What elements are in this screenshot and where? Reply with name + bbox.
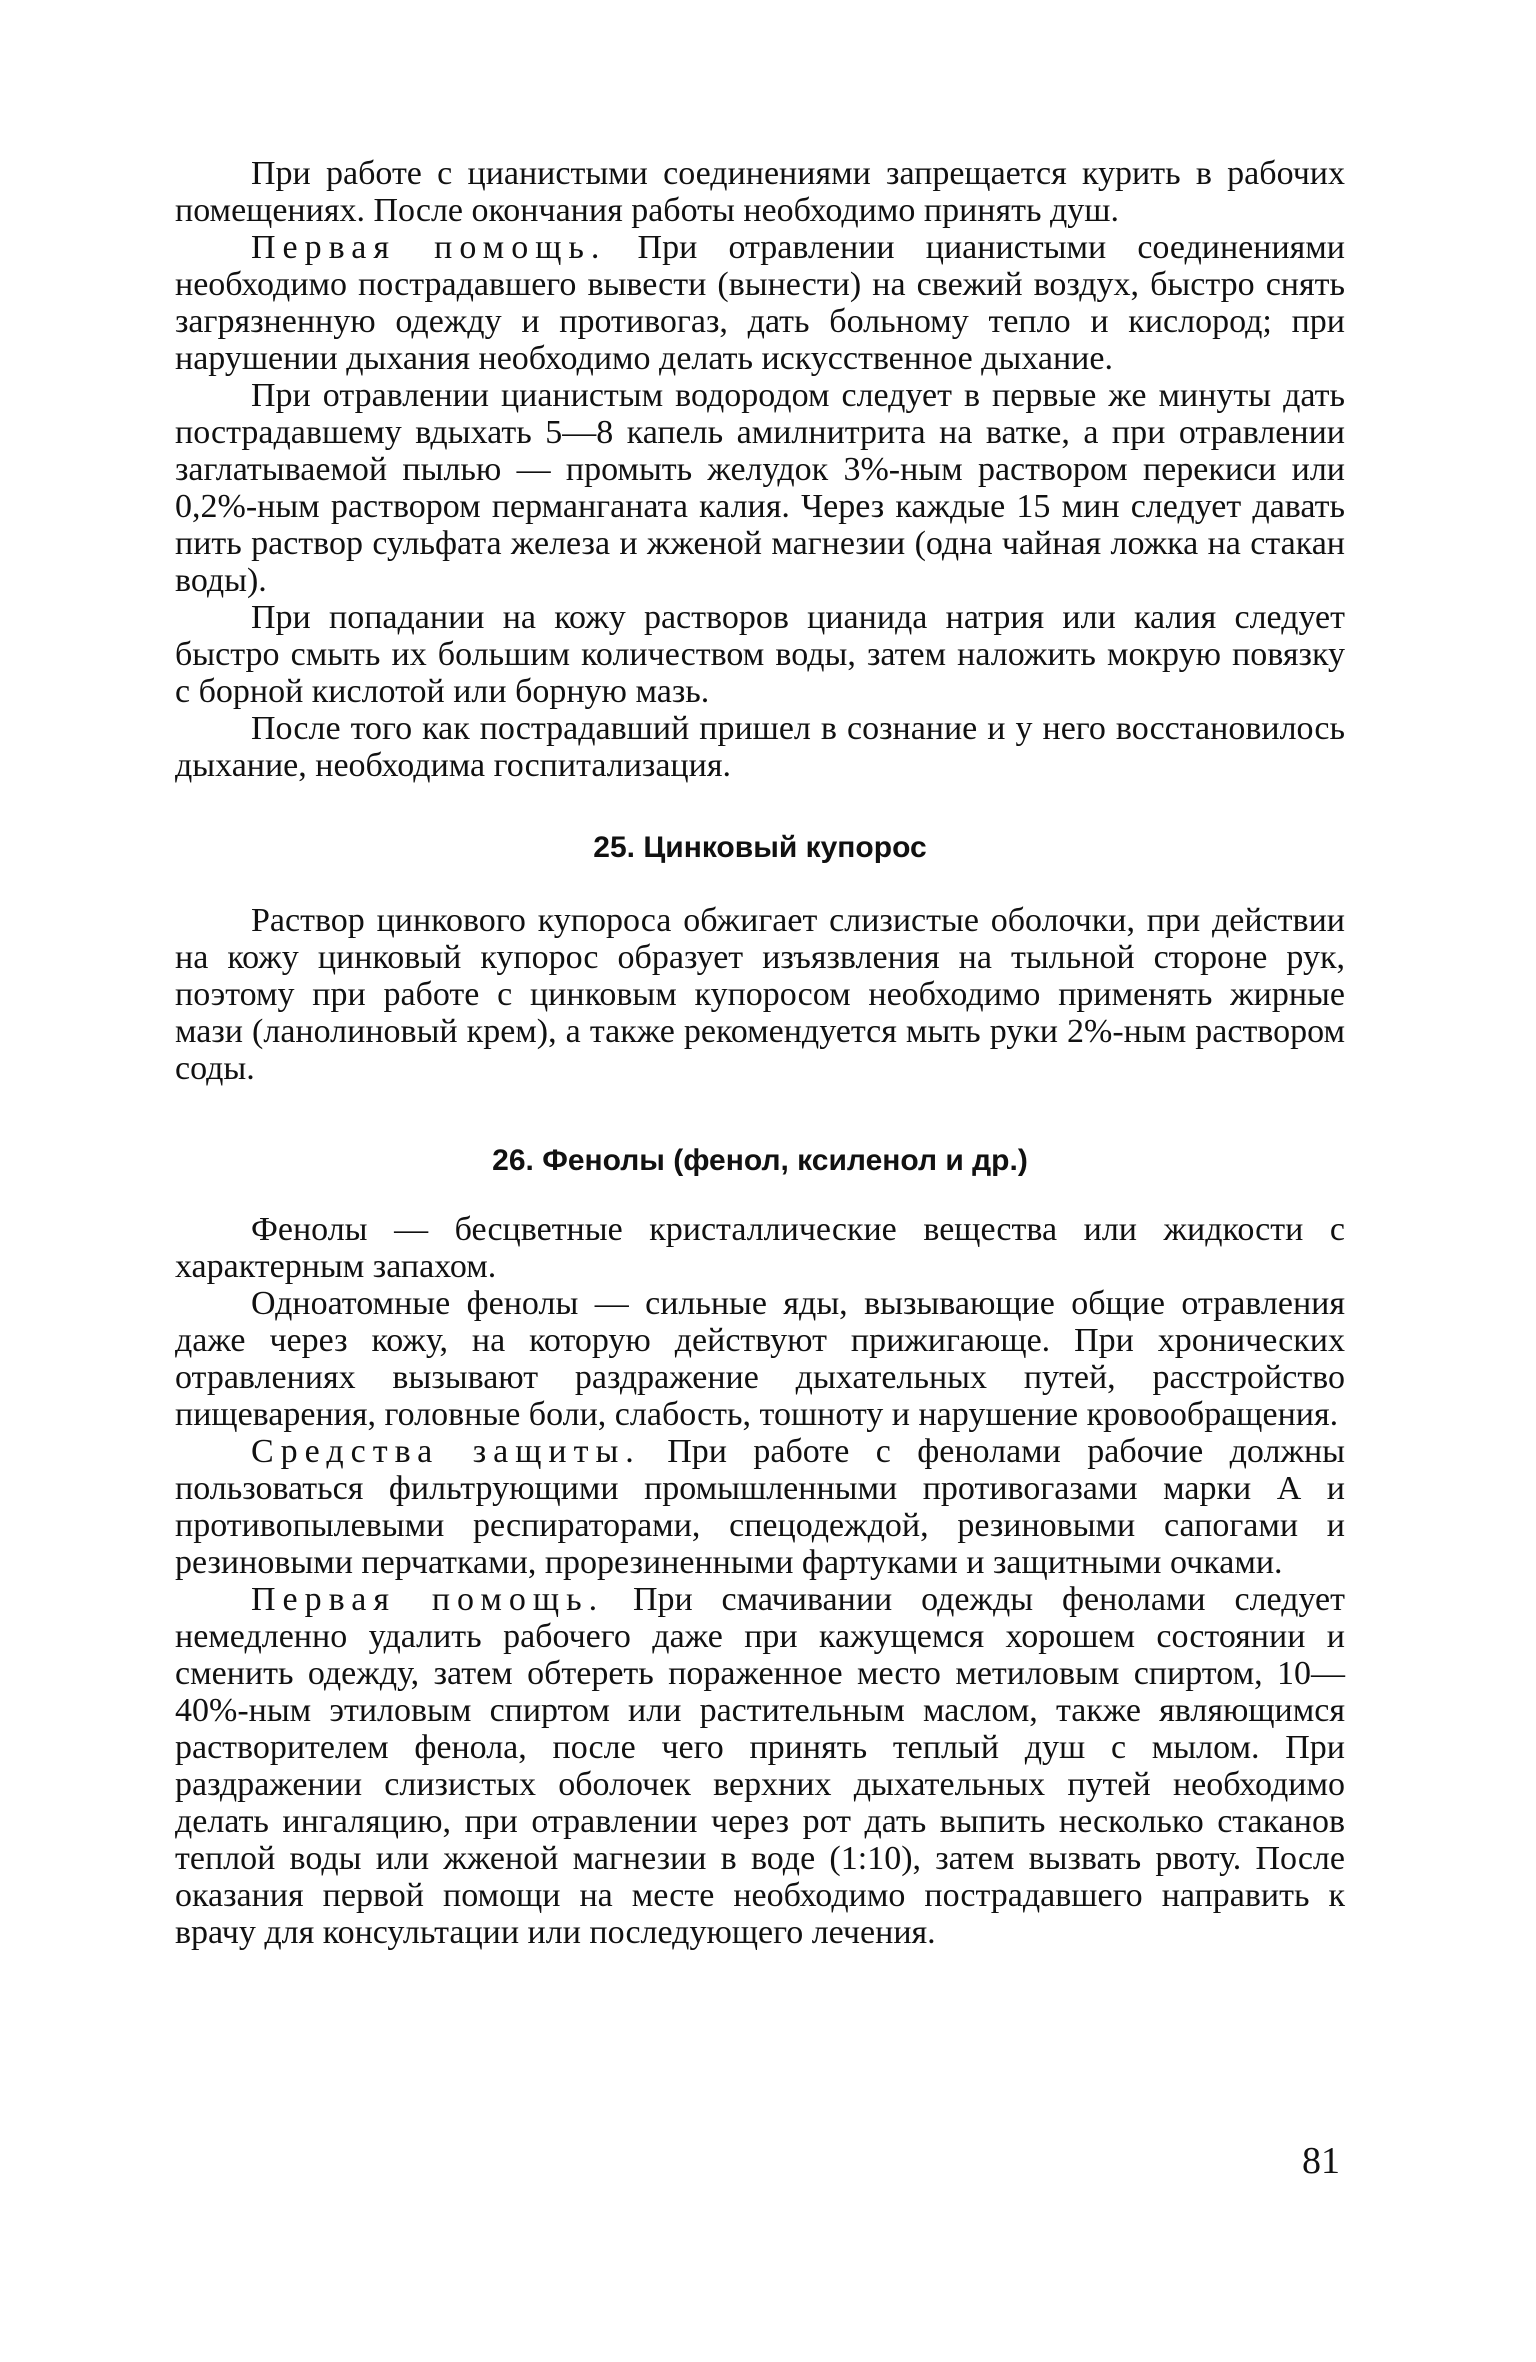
paragraph-smoking-prohibition: При работе с цианистыми соединениями запрещается курить в рабочих помещениях. После окончания работы необходимо принять душ. — [175, 155, 1345, 229]
page-body — [175, 155, 1345, 1951]
paragraph-zinc-sulfate: Раствор цинкового купороса обжигает слизистые оболочки, при действии на кожу цинковый купорос образует изъязвления на тыльной стороне рук, поэтому при работе с цинковым купоросом необходимо применять жирные мази (ланолиновый крем), а также рекомендуется мыть руки 2%-ным раствором соды. — [175, 902, 1345, 1087]
paragraph-phenols-description: Фенолы — бесцветные кристаллические вещества или жидкости с характерным запахом. — [175, 1211, 1345, 1285]
paragraph-hospitalization: После того как пострадавший пришел в сознание и у него восстановилось дыхание, необходима госпитализация. — [175, 710, 1345, 784]
paragraph-hydrogen-cyanide: При отравлении цианистым водородом следует в первые же минуты дать пострадавшему вдыхать 5—8 капель амилнитрита на ватке, а при отравлении заглатываемой пылью — промыть желудок 3%-ным раствором перекиси или 0,2%-ным раствором перманганата калия. Через каждые 15 мин следует давать пить раствор сульфата железа и жженой магнезии (одна чайная ложка на стакан воды). — [175, 377, 1345, 599]
label-protection: Средства защиты. — [251, 1433, 641, 1470]
paragraph-first-aid-cyanides — [175, 229, 1345, 377]
section-heading-zinc-sulfate: 25. Цинковый купорос — [593, 831, 927, 864]
paragraph-monatomic-phenols: Одноатомные фенолы — сильные яды, вызывающие общие отравления даже через кожу, на которую действуют прижигающе. При хронических отравлениях вызывают раздражение дыхательных путей, расстройство пищеварения, головные боли, слабость, тошноту и нарушение кровообращения. — [175, 1285, 1345, 1433]
text-first-aid-phenols: При смачивании одежды фенолами следует немедленно удалить рабочего даже при кажущемся хорошем состоянии и сменить одежду, затем обтереть пораженное место метиловым спиртом, 10—40%-ным этиловым спиртом или растительным маслом, также являющимся растворителем фенола, после чего принять теплый душ с мылом. При раздражении слизистых оболочек верхних дыхательных путей необходимо делать ингаляцию, при отравлении через рот дать выпить несколько стаканов теплой воды или жженой магнезии в воде (1:10), затем вызвать рвоту. После оказания первой помощи на месте необходимо пострадавшего направить к врачу для консультации или последующего лечения. — [175, 1581, 1345, 1951]
section-heading-phenols: 26. Фенолы (фенол, ксиленол и др.) — [492, 1144, 1028, 1177]
label-first-aid: Первая помощь. — [251, 229, 607, 266]
paragraph-protection — [175, 1433, 1345, 1581]
paragraph-skin-contact: При попадании на кожу растворов цианида натрия или калия следует быстро смыть их большим количеством воды, затем наложить мокрую повязку с борной кислотой или борную мазь. — [175, 599, 1345, 710]
page-number: 81 — [1302, 2140, 1340, 2182]
text-protection: При работе с фенолами рабочие должны пользоваться фильтрующими промышленными противогазами марки А и противопылевыми респираторами, спецодеждой, резиновыми сапогами и резиновыми перчатками, прорезиненными фартуками и защитными очками. — [175, 1433, 1345, 1581]
paragraph-first-aid-phenols — [175, 1581, 1345, 1951]
label-first-aid-phenols: Первая помощь. — [251, 1581, 605, 1618]
text-first-aid-cyanides: При отравлении цианистыми соединениями необходимо пострадавшего вывести (вынести) на свежий воздух, быстро снять загрязненную одежду и противогаз, дать больному тепло и кислород; при нарушении дыхания необходимо делать искусственное дыхание. — [175, 229, 1345, 377]
